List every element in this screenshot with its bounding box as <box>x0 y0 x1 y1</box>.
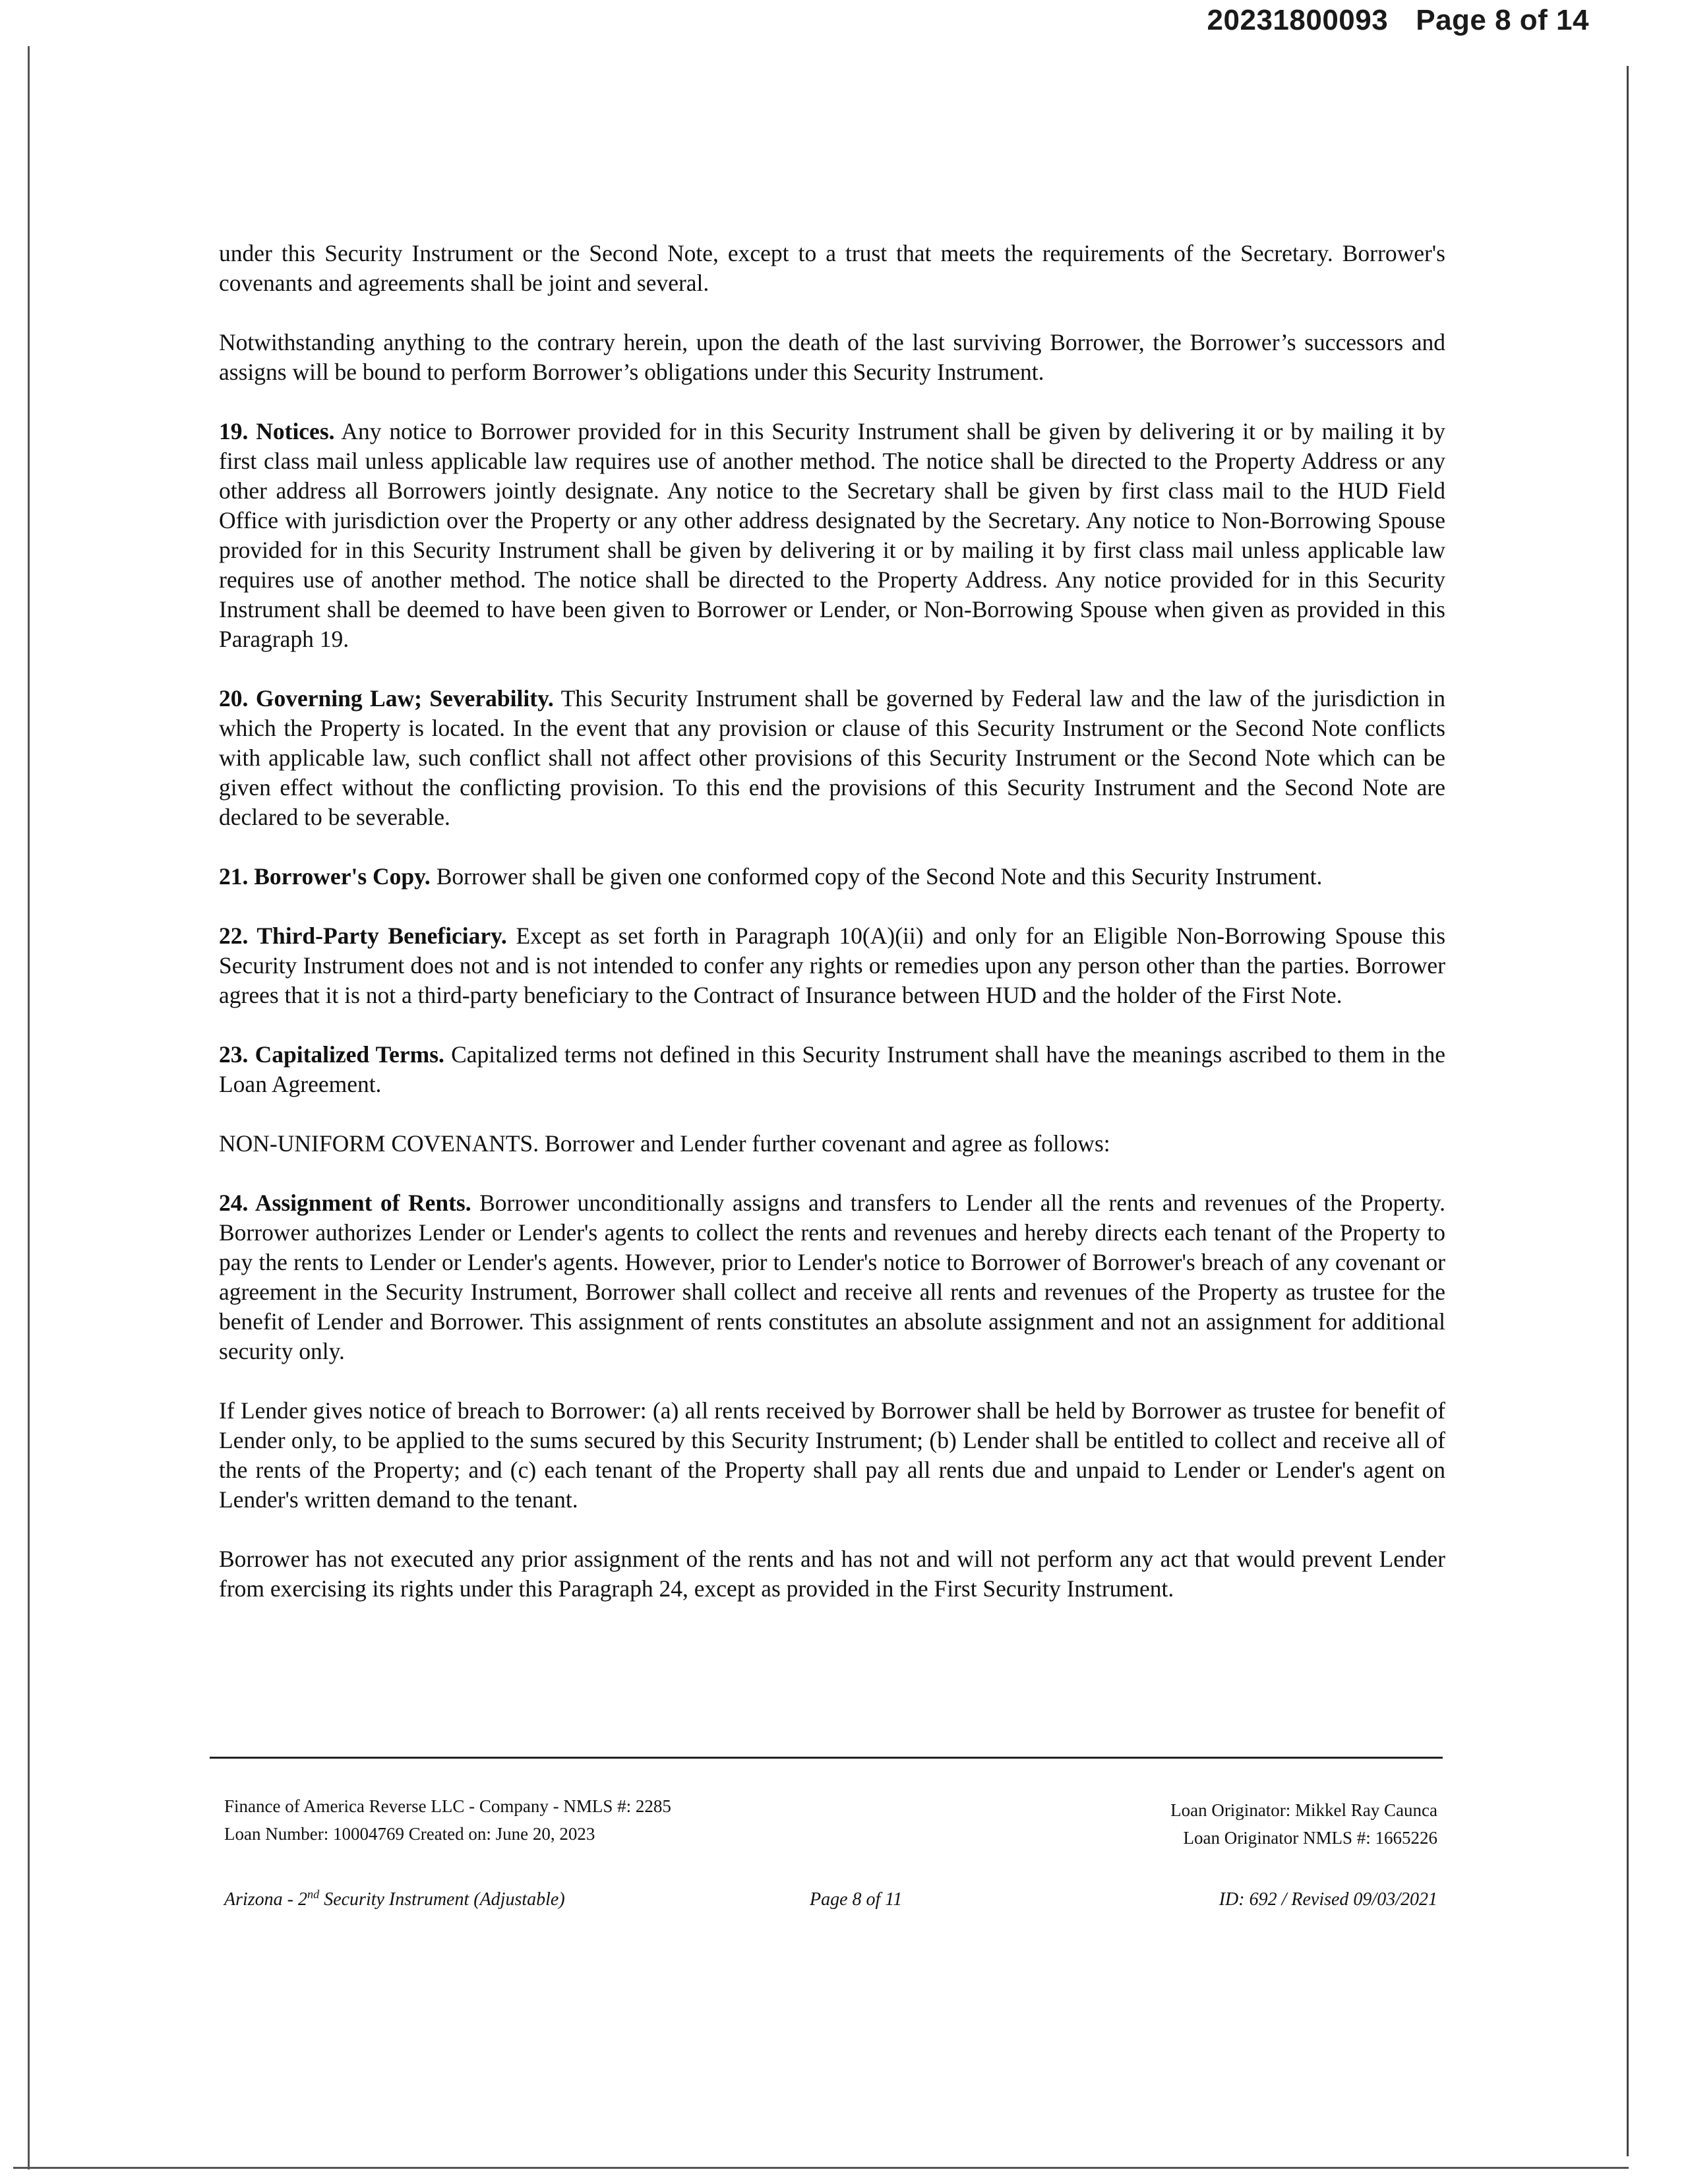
paragraph-breach-notice: If Lender gives notice of breach to Borrower: (a) all rents received by Borrower shall be held by Borrower as trustee for benefit of Lender only, to be applied to the sums secured by this Security Instrument; (b) Lender shall be entitled to collect and receive all of the rents of the Property; and (c) each tenant of the Property shall pay all rents due and unpaid to Lender or Lender's agent on Lender's written demand to the tenant. <box>219 1397 1445 1513</box>
section-23-heading: 23. Capitalized Terms. <box>219 1041 444 1068</box>
section-20-heading: 20. Governing Law; Severability. <box>219 685 554 712</box>
section-21-text: Borrower shall be given one conformed copy of the Second Note and this Security Instrument. <box>436 863 1323 890</box>
scan-border-right <box>1627 66 1629 2156</box>
footer-form-id: ID: 692 / Revised 09/03/2021 <box>1219 1889 1437 1910</box>
section-19-text: Any notice to Borrower provided for in this Security Instrument shall be given by delivering it or by mailing it by first class mail unless applicable law requires use of another method. The notice shall be directed to the Property Address or any other address all Borrowers jointly designate. Any notice to the Secretary shall be given by first class mail to the HUD Field Office with jurisdiction over the Property or any other address designated by the Secretary. Any notice to Non-Borrowing Spouse provided for in this Security Instrument shall be given by delivering it or by mailing it by first class mail unless applicable law requires use of another method. The notice shall be directed to the Property Address. Any notice provided for in this Security Instrument shall be deemed to have been given to Borrower or Lender, or Non-Borrowing Spouse when given as provided in this Paragraph 19. <box>219 418 1445 652</box>
section-24-heading: 24. Assignment of Rents. <box>219 1190 471 1216</box>
section-23-capitalized-terms <box>219 1040 1445 1099</box>
section-23-text: Capitalized terms not defined in this Security Instrument shall have the meanings ascribed to them in the Loan Agreement. <box>219 1041 1446 1097</box>
paragraph-prior-assignment: Borrower has not executed any prior assignment of the rents and has not and will not perform any act that would prevent Lender from exercising its rights under this Paragraph 24, except as provided in the First Security Instrument. <box>219 1546 1445 1602</box>
record-number: 20231800093 <box>1207 4 1389 36</box>
section-22-text: Except as set forth in Paragraph 10(A)(ii) and only for an Eligible Non-Borrowing Spouse this Security Instrument does not and is not intended to confer any rights or remedies upon any person other than the parties. Borrower agrees that it is not a third-party beneficiary to the Contract of Insurance between HUD and the holder of the First Note. <box>219 923 1446 1008</box>
scan-border-bottom <box>13 2167 1629 2169</box>
footer-originator-nmls: Loan Originator NMLS #: 1665226 <box>1183 1828 1437 1848</box>
footer-loan-number: Loan Number: 10004769 Created on: June 20, 2023 <box>224 1824 595 1844</box>
section-21-borrowers-copy <box>219 862 1445 892</box>
footer-originator: Loan Originator: Mikkel Ray Caunca <box>1170 1800 1437 1820</box>
section-22-heading: 22. Third-Party Beneficiary. <box>219 923 507 949</box>
footer-divider <box>210 1757 1443 1759</box>
section-19-heading: 19. Notices. <box>219 418 335 444</box>
section-22-third-party <box>219 921 1445 1010</box>
non-uniform-covenants: NON-UNIFORM COVENANTS. Borrower and Lender further covenant and agree as follows: <box>219 1130 1110 1157</box>
footer-originator-info <box>1170 1796 1437 1852</box>
section-24-assignment-of-rents <box>219 1188 1445 1366</box>
section-20-governing-law <box>219 684 1445 832</box>
document-body <box>219 239 1445 1604</box>
paragraph-successors: Notwithstanding anything to the contrary herein, upon the death of the last surviving Borrower, the Borrower’s successors and assigns will be bound to perform Borrower’s obligations under this Security Instrument. <box>219 329 1445 385</box>
footer-company: Finance of America Reverse LLC - Company - NMLS #: 2285 <box>224 1796 671 1816</box>
footer-form-title: Arizona - 2nd Security Instrument (Adjustable) <box>224 1887 565 1910</box>
scan-border-left <box>28 46 30 2169</box>
footer-lender-info <box>224 1792 671 1848</box>
section-24-text: Borrower unconditionally assigns and transfers to Lender all the rents and revenues of the Property. Borrower authorizes Lender or Lender's agents to collect the rents and revenues and hereby directs each tenant of the Property to pay the rents to Lender or Lender's agents. However, prior to Lender's notice to Borrower of Borrower's breach of any covenant or agreement in the Security Instrument, Borrower shall collect and receive all rents and revenues of the Property as trustee for the benefit of Lender and Borrower. This assignment of rents constitutes an absolute assignment and not an assignment for additional security only. <box>219 1190 1446 1364</box>
footer-page-number: Page 8 of 11 <box>810 1889 903 1910</box>
section-20-text: This Security Instrument shall be governed by Federal law and the law of the jurisdiction in which the Property is located. In the event that any provision or clause of this Security Instrument or the Second Note conflicts with applicable law, such conflict shall not affect other provisions of this Security Instrument or the Second Note which can be given effect without the conflicting provision. To this end the provisions of this Security Instrument and the Second Note are declared to be severable. <box>219 685 1446 830</box>
recording-header <box>1207 4 1589 37</box>
section-19-notices <box>219 417 1445 654</box>
record-page-label: Page 8 of 14 <box>1416 4 1589 36</box>
paragraph-continuation: under this Security Instrument or the Second Note, except to a trust that meets the requirements of the Secretary. Borrower's covenants and agreements shall be joint and several. <box>219 240 1445 296</box>
section-21-heading: 21. Borrower's Copy. <box>219 863 431 890</box>
